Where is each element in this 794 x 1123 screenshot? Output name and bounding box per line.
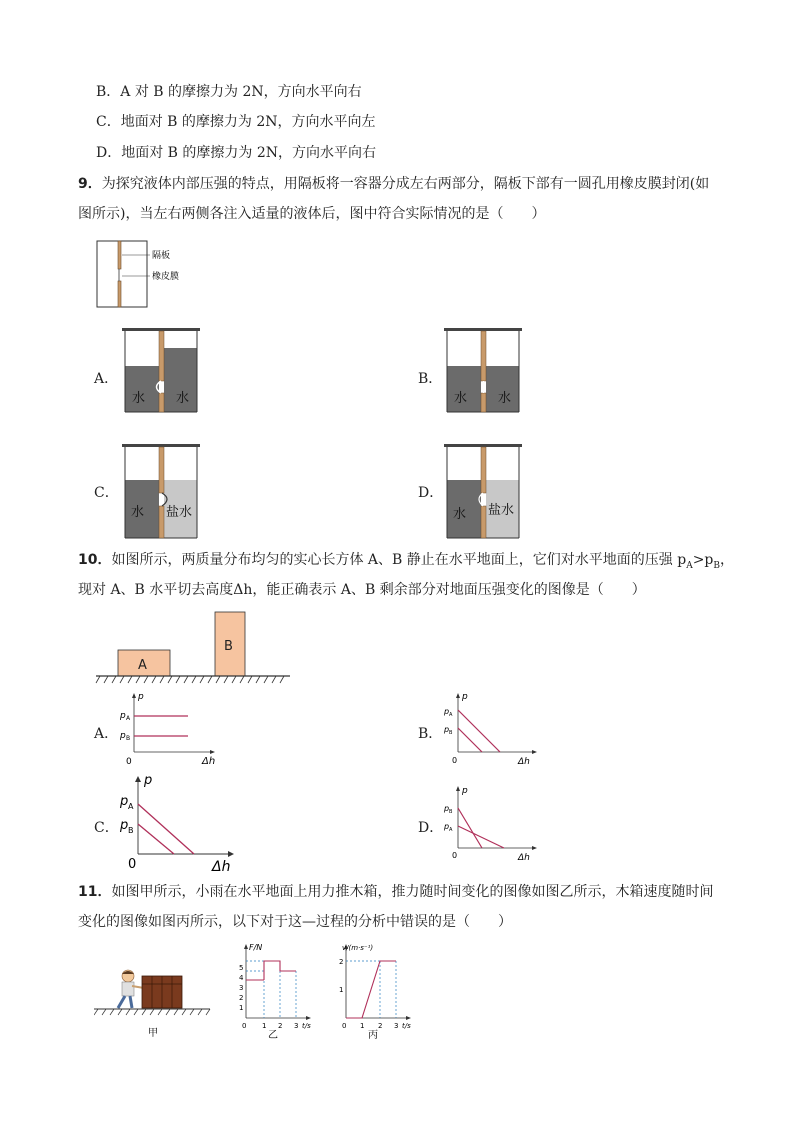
q9-option-d-figure <box>444 444 522 540</box>
axis-p: p <box>462 692 468 702</box>
q10-option-a-label: A． <box>94 726 119 742</box>
q10-option-a-graph <box>118 690 228 768</box>
q10-option-d-graph <box>442 782 542 864</box>
axis-t: t/s <box>402 1022 411 1030</box>
F-tick-3: 3 <box>239 984 244 992</box>
q11-stem-line1 <box>78 882 713 902</box>
t-tick-0: 0 <box>342 1022 347 1030</box>
saltwater-label: 盐水 <box>166 505 193 520</box>
q10-option-d-label: D． <box>418 820 444 836</box>
water-label: 水 <box>453 507 467 522</box>
tick-pb: p <box>120 731 126 741</box>
q10-text-1: 如图所示，两质量分布均匀的实心长方体 A、B 静止在水平地面上，它们对水平地面的压强 p <box>111 552 687 568</box>
partition-lower <box>118 281 121 307</box>
t-tick-3: 3 <box>394 1022 399 1030</box>
q9-option-d-label: D． <box>418 485 444 501</box>
q8-option-d: D．地面对 B 的摩擦力为 2N，方向水平向右 <box>96 145 377 161</box>
caption-jia: 甲 <box>148 1028 158 1039</box>
t-tick-1: 1 <box>360 1022 365 1030</box>
q10-option-b-graph <box>442 690 542 768</box>
F-tick-2: 2 <box>239 994 244 1002</box>
tick-pb-sub: B <box>449 730 453 736</box>
water-label-left: 水 <box>454 391 468 406</box>
t-tick-2: 2 <box>378 1022 383 1030</box>
water-label-right: 水 <box>176 391 190 406</box>
saltwater-label: 盐水 <box>488 503 515 518</box>
q9-option-a-label: A． <box>94 371 119 387</box>
tick-pb: p <box>444 804 450 813</box>
axis-F: F/N <box>249 943 263 952</box>
partition-upper <box>118 241 121 269</box>
axis-dh: Δh <box>518 853 530 863</box>
velocity-line <box>346 961 396 1018</box>
axis-t: t/s <box>302 1022 311 1030</box>
v-tick-1: 1 <box>339 986 344 994</box>
q9-option-a-figure <box>122 328 200 414</box>
caption-bing: 丙 <box>368 1030 378 1040</box>
water-label-right: 水 <box>498 391 512 406</box>
F-tick-4: 4 <box>239 974 244 982</box>
tick-pb-sub: B <box>126 735 131 742</box>
q9-option-c-figure <box>122 444 200 540</box>
line-pb <box>458 728 482 752</box>
tick-pa-sub: A <box>449 827 453 833</box>
axis-dh: Δh <box>518 757 530 767</box>
q9-text-1: 为探究液体内部压强的特点，用隔板将一容器分成左右两部分，隔板下部有一圆孔用橡皮膜封闭(如 <box>101 176 710 192</box>
force-segment-2 <box>264 961 296 980</box>
t-tick-1: 1 <box>262 1022 267 1030</box>
t-tick-3: 3 <box>294 1022 299 1030</box>
q10-option-c-graph <box>118 772 238 872</box>
tick-pa-sub: A <box>126 715 131 722</box>
person-body <box>122 982 134 996</box>
origin: 0 <box>452 851 458 860</box>
origin: 0 <box>126 757 132 767</box>
q8-option-c: C．地面对 B 的摩擦力为 2N，方向水平向左 <box>96 114 376 130</box>
q9-option-c-label: C． <box>94 485 119 501</box>
tick-pa: p <box>444 707 450 716</box>
axis-dh: Δh <box>202 756 216 767</box>
q10-sub-b: B <box>713 560 721 571</box>
tick-pa-sub: A <box>128 802 134 811</box>
q11-fig-jia <box>94 962 214 1042</box>
line-pa <box>458 710 500 752</box>
block-a-label: A <box>138 658 147 673</box>
tick-pb-sub: B <box>449 809 453 815</box>
q10-option-c-label: C． <box>94 820 119 836</box>
axis-p: p <box>462 786 468 796</box>
block-b-label: B <box>224 639 233 654</box>
q9-container-diagram <box>94 238 214 310</box>
axis-v: v/(m·s⁻¹) <box>342 944 374 952</box>
q11-number: 11． <box>78 884 112 900</box>
tick-pa: p <box>444 822 450 831</box>
origin: 0 <box>128 857 137 872</box>
q10-blocks-diagram <box>94 608 294 688</box>
q10-stem-line2: 现对 A、B 水平切去高度Δh，能正确表示 A、B 剩余部分对地面压强变化的图像是（ ） <box>78 582 646 598</box>
q9-stem-line1 <box>78 174 709 194</box>
axis-dh: Δh <box>212 859 231 872</box>
water-label: 水 <box>131 505 145 520</box>
q9-stem-line2: 图所示)，当左右两侧各注入适量的液体后，图中符合实际情况的是（ ） <box>78 206 546 222</box>
water-label-left: 水 <box>132 391 146 406</box>
q8-option-b: B．A 对 B 的摩擦力为 2N，方向水平向右 <box>96 84 362 100</box>
q10-number: 10． <box>78 552 112 568</box>
q9-number: 9． <box>78 176 102 192</box>
tick-pb: p <box>120 818 129 833</box>
axis-p: p <box>144 773 153 788</box>
q10-stem-line1 <box>78 550 734 576</box>
tick-pa: p <box>120 794 129 809</box>
q11-fig-yi <box>232 940 322 1040</box>
q11-text-1: 如图甲所示，小雨在水平地面上用力推木箱，推力随时间变化的图像如图乙所示，木箱速度随时间 <box>111 884 714 900</box>
label-membrane: 橡皮膜 <box>152 272 180 282</box>
q9-option-b-figure <box>444 328 522 414</box>
tick-pb: p <box>444 725 450 734</box>
tick-pa: p <box>120 711 126 721</box>
axis-p: p <box>138 692 144 702</box>
origin: 0 <box>452 756 458 765</box>
tick-pa-sub: A <box>449 712 453 718</box>
t-tick-0: 0 <box>242 1022 247 1030</box>
line-pa <box>458 826 504 848</box>
q10-gt: >p <box>692 552 714 568</box>
caption-yi: 乙 <box>268 1030 278 1040</box>
q11-fig-bing <box>332 940 422 1040</box>
tick-pb-sub: B <box>128 826 134 835</box>
q9-option-b-label: B． <box>418 371 443 387</box>
q11-stem-line2: 变化的图像如图丙所示，以下对于这—过程的分析中错误的是（ ） <box>78 914 512 930</box>
F-tick-1: 1 <box>239 1004 244 1012</box>
F-tick-5: 5 <box>239 964 244 972</box>
q10-sub-a: A <box>686 560 693 571</box>
line-pb <box>138 824 174 854</box>
t-tick-2: 2 <box>278 1022 283 1030</box>
label-partition: 隔板 <box>152 251 171 261</box>
q10-option-b-label: B． <box>418 726 443 742</box>
v-tick-2: 2 <box>339 958 344 966</box>
q10-comma: ， <box>720 552 735 568</box>
